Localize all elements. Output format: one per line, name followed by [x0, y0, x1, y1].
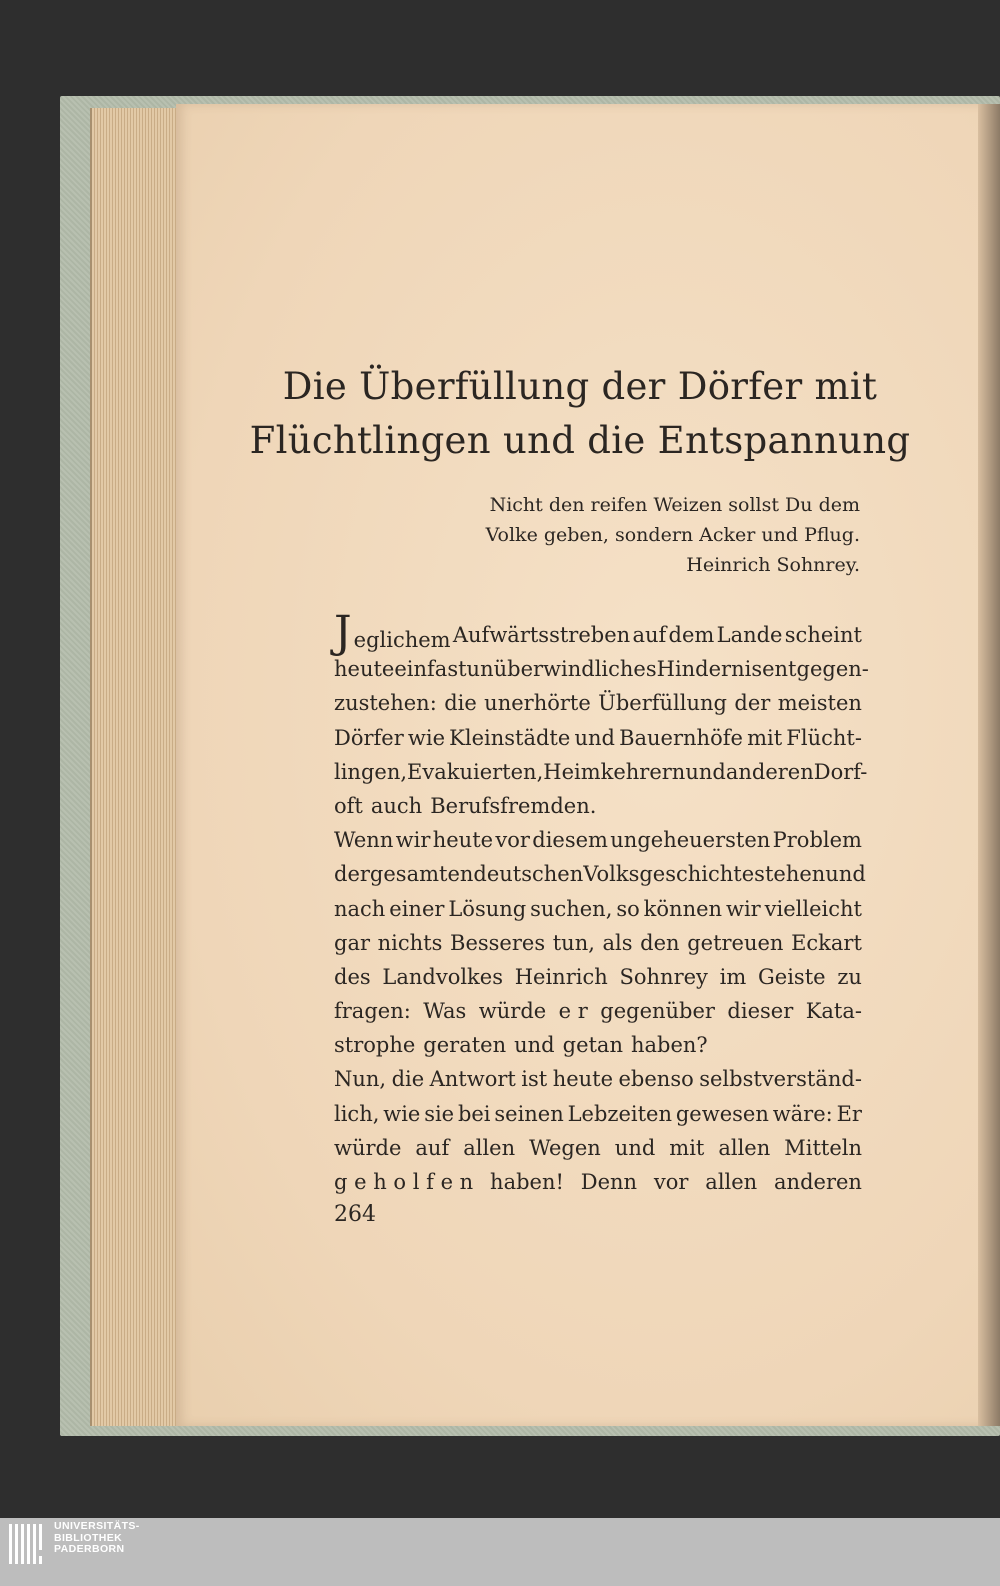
body-word: wie — [407, 725, 446, 750]
body-word: lich, — [334, 1101, 380, 1126]
body-word: stehen — [754, 862, 826, 887]
body-word: Besseres — [450, 930, 546, 955]
body-word: gewesen — [675, 1101, 769, 1126]
body-line — [334, 607, 862, 658]
body-word: selbstverständ- — [699, 1067, 862, 1092]
body-line — [334, 686, 862, 720]
body-word: Sohnrey — [619, 964, 708, 989]
body-line — [334, 892, 862, 926]
body-word: ungeheuersten — [610, 828, 771, 853]
body-word: Wenn — [334, 828, 394, 853]
body-word: nach — [334, 896, 386, 921]
body-word: Wegen — [529, 1135, 601, 1160]
body-word: bei — [457, 1101, 491, 1126]
body-word: unüberwindliches — [466, 657, 657, 682]
chapter-title — [200, 360, 960, 468]
body-word: Volksgeschichte — [583, 862, 755, 887]
body-word: Lebzeiten — [567, 1101, 673, 1126]
body-word: ein — [394, 657, 428, 682]
body-word: Antwort — [429, 1067, 516, 1092]
body-word: vor — [653, 1170, 689, 1194]
library-name-line: UNIVERSITÄTS- — [54, 1520, 140, 1532]
body-word: e r — [558, 999, 588, 1024]
body-word: einer — [389, 896, 445, 921]
body-line — [334, 1028, 862, 1062]
body-line — [334, 1131, 862, 1165]
body-word: dieser — [727, 999, 794, 1024]
body-line — [334, 960, 862, 994]
library-footer-bar — [0, 1518, 1000, 1586]
body-word: Aufwärtsstreben — [452, 623, 631, 647]
body-word: allen — [718, 1135, 771, 1160]
body-word: und — [825, 862, 866, 887]
body-word: der — [334, 862, 370, 887]
body-word: haben! — [490, 1170, 564, 1194]
body-word: tun, — [552, 930, 595, 955]
body-word: Mitteln — [784, 1135, 862, 1160]
body-word: Nun, — [334, 1067, 387, 1092]
body-word: des — [334, 964, 371, 989]
body-word: lingen, — [334, 759, 408, 784]
library-name-line: BIBLIOTHEK — [54, 1531, 123, 1544]
body-word: Lösung — [448, 896, 527, 921]
body-word: strophe — [334, 1033, 416, 1058]
body-word: heute — [432, 828, 494, 853]
body-word: die — [444, 691, 477, 716]
body-word: wir — [395, 828, 431, 853]
body-word: unerhörte — [484, 691, 591, 716]
body-word: heute — [334, 657, 395, 682]
body-line — [334, 1165, 862, 1199]
body-word: geraten — [423, 1033, 507, 1058]
body-word: auch — [370, 793, 423, 818]
epigraph-author: Heinrich Sohnrey. — [686, 554, 860, 576]
body-word: Kleinstädte — [449, 725, 571, 750]
epigraph-line: Nicht den reifen Weizen sollst Du dem — [489, 494, 860, 516]
chapter-title-line: Flüchtlingen und die Entspannung — [249, 419, 911, 462]
body-word: scheint — [784, 623, 862, 647]
body-word: und — [574, 725, 615, 750]
body-word: die — [391, 1067, 425, 1092]
body-line — [334, 1097, 862, 1131]
body-word: seinen — [494, 1101, 564, 1126]
chapter-title-line: Die Überfüllung der Dörfer mit — [282, 365, 878, 408]
body-word: wäre: — [772, 1101, 833, 1126]
body-word: Landvolkes — [382, 964, 503, 989]
body-word: gegenüber — [600, 999, 715, 1024]
body-word: wir — [725, 896, 761, 921]
body-line — [334, 994, 862, 1028]
body-line — [334, 652, 869, 686]
body-word: Berufsfremden. — [430, 793, 597, 818]
body-line — [334, 1062, 862, 1096]
body-word: gar — [334, 930, 371, 955]
body-word: g e h o l f e n — [334, 1170, 474, 1194]
body-word: oft — [334, 793, 363, 818]
body-word: und — [685, 759, 726, 784]
body-word: vielleicht — [764, 896, 862, 921]
body-word: Heimkehrern — [543, 759, 686, 784]
epigraph-line: Volke geben, sondern Acker und Pflug. — [485, 524, 860, 546]
page-gutter-shadow — [978, 104, 1000, 1426]
body-word: und — [614, 1135, 656, 1160]
body-word: so — [616, 896, 640, 921]
body-word: Was — [423, 999, 467, 1024]
body-word: diesem — [532, 828, 608, 853]
body-word: gesamten — [369, 862, 474, 887]
body-word: nichts — [377, 930, 443, 955]
body-word: Kata- — [805, 999, 862, 1024]
body-word: der — [734, 691, 771, 716]
body-word: als — [602, 930, 633, 955]
epigraph — [330, 490, 860, 580]
body-word: Überfüllung — [598, 691, 727, 716]
body-word: Er — [836, 1101, 862, 1126]
body-word: Flücht- — [786, 725, 862, 750]
library-name-line: PADERBORN — [54, 1543, 125, 1555]
body-word: den — [640, 930, 680, 955]
body-word: wie — [383, 1101, 421, 1126]
body-word: suchen, — [530, 896, 613, 921]
body-word: Dörfer — [334, 725, 404, 750]
body-word: Denn — [580, 1170, 638, 1194]
library-logo-icon — [8, 1522, 44, 1566]
page-stack-edges — [90, 108, 178, 1426]
body-line — [334, 823, 862, 857]
body-word: können — [643, 896, 723, 921]
body-word: fast — [427, 657, 467, 682]
body-word: ist — [521, 1067, 548, 1092]
body-word: Evakuierten, — [407, 759, 544, 784]
body-word: Eckart — [791, 930, 862, 955]
body-word: getan — [562, 1033, 623, 1058]
body-word: Problem — [772, 828, 862, 853]
body-line — [334, 857, 866, 891]
body-word: haben? — [630, 1033, 708, 1058]
body-word: zu — [837, 964, 862, 989]
body-word: anderen — [774, 1170, 862, 1194]
body-word: eglichem — [353, 628, 451, 652]
library-name — [54, 1521, 140, 1556]
body-word: Hindernis — [656, 657, 763, 682]
body-word: und — [514, 1033, 555, 1058]
body-word: mit — [747, 725, 783, 750]
body-line — [334, 755, 868, 789]
body-line — [334, 926, 862, 960]
body-word: Bauernhöfe — [619, 725, 743, 750]
body-word: allen — [463, 1135, 516, 1160]
body-word: anderen — [725, 759, 814, 784]
body-word: vor — [495, 828, 530, 853]
body-word: heute — [552, 1067, 614, 1092]
body-word: fragen: — [334, 999, 411, 1024]
body-word: Dorf- — [813, 759, 868, 784]
body-word: Geiste — [758, 964, 826, 989]
body-word: zustehen: — [334, 691, 437, 716]
body-word: meisten — [777, 691, 862, 716]
body-word: würde — [334, 1135, 402, 1160]
body-word: würde — [478, 999, 547, 1024]
body-line — [334, 721, 862, 755]
body-text — [334, 607, 869, 1199]
body-word: dem — [668, 623, 715, 647]
page-number: 264 — [334, 1202, 376, 1227]
body-word: mit — [669, 1135, 705, 1160]
body-word: deutschen — [473, 862, 584, 887]
body-word: Lande — [716, 623, 783, 647]
body-word: entgegen- — [762, 657, 869, 682]
body-line — [334, 789, 862, 823]
body-word: Heinrich — [514, 964, 608, 989]
body-word: im — [719, 964, 747, 989]
drop-cap: J — [334, 607, 352, 658]
body-word: getreuen — [687, 930, 784, 955]
body-word: auf — [632, 623, 667, 647]
body-word: sie — [424, 1101, 455, 1126]
body-word: ebenso — [618, 1067, 694, 1092]
body-word: allen — [705, 1170, 758, 1194]
body-word: auf — [415, 1135, 450, 1160]
